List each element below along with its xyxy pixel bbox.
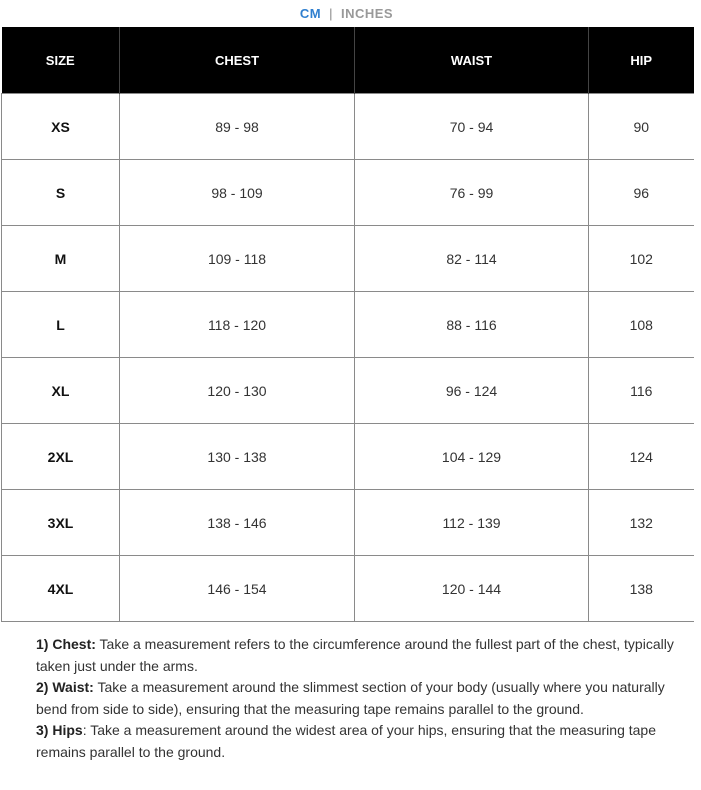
cell-chest: 138 - 146 <box>120 490 355 556</box>
cell-size: L <box>2 292 120 358</box>
note-chest-label: 1) Chest: <box>36 636 96 652</box>
cell-hip: 108 <box>589 292 694 358</box>
cell-chest: 130 - 138 <box>120 424 355 490</box>
cell-chest: 146 - 154 <box>120 556 355 622</box>
cell-waist: 120 - 144 <box>355 556 589 622</box>
cell-hip: 124 <box>589 424 694 490</box>
note-waist-text: Take a measurement around the slimmest section of your body (usually where you naturally bend from side to side), ensuring that the measuring tape remains parallel to the ground. <box>36 679 665 717</box>
cell-hip: 138 <box>589 556 694 622</box>
table-row <box>2 556 694 622</box>
cell-chest: 109 - 118 <box>120 226 355 292</box>
cell-waist: 96 - 124 <box>355 358 589 424</box>
header-size: SIZE <box>2 27 120 94</box>
note-hips <box>36 720 692 763</box>
table-row <box>2 490 694 556</box>
cell-chest: 98 - 109 <box>120 160 355 226</box>
cell-size: 2XL <box>2 424 120 490</box>
cell-waist: 70 - 94 <box>355 94 589 160</box>
note-hips-label: 3) Hips <box>36 722 83 738</box>
table-row <box>2 358 694 424</box>
table-header-row <box>2 27 694 94</box>
cell-size: XS <box>2 94 120 160</box>
cell-size: 3XL <box>2 490 120 556</box>
cell-chest: 118 - 120 <box>120 292 355 358</box>
note-hips-text: : Take a measurement around the widest area of your hips, ensuring that the measuring tape remains parallel to the ground. <box>36 722 656 760</box>
cell-waist: 82 - 114 <box>355 226 589 292</box>
cell-size: M <box>2 226 120 292</box>
cell-hip: 116 <box>589 358 694 424</box>
note-chest <box>36 634 692 677</box>
note-chest-text: Take a measurement refers to the circumference around the fullest part of the chest, typically taken just under the arms. <box>36 636 674 674</box>
table-row <box>2 226 694 292</box>
cell-waist: 76 - 99 <box>355 160 589 226</box>
header-chest: CHEST <box>120 27 355 94</box>
table-row <box>2 292 694 358</box>
cell-chest: 120 - 130 <box>120 358 355 424</box>
size-chart-table <box>1 27 694 622</box>
cell-hip: 132 <box>589 490 694 556</box>
cell-hip: 102 <box>589 226 694 292</box>
unit-cm-button[interactable]: CM <box>299 5 322 21</box>
cell-size: 4XL <box>2 556 120 622</box>
cell-hip: 96 <box>589 160 694 226</box>
cell-size: S <box>2 160 120 226</box>
table-row <box>2 94 694 160</box>
header-hip: HIP <box>589 27 694 94</box>
cell-waist: 112 - 139 <box>355 490 589 556</box>
measurement-notes <box>36 634 692 763</box>
table-row <box>2 424 694 490</box>
note-waist <box>36 677 692 720</box>
unit-toggle <box>0 0 693 26</box>
unit-separator: | <box>329 5 333 21</box>
cell-size: XL <box>2 358 120 424</box>
cell-hip: 90 <box>589 94 694 160</box>
note-waist-label: 2) Waist: <box>36 679 94 695</box>
cell-waist: 88 - 116 <box>355 292 589 358</box>
header-waist: WAIST <box>355 27 589 94</box>
cell-chest: 89 - 98 <box>120 94 355 160</box>
table-row <box>2 160 694 226</box>
cell-waist: 104 - 129 <box>355 424 589 490</box>
unit-inches-button[interactable]: INCHES <box>340 5 394 21</box>
